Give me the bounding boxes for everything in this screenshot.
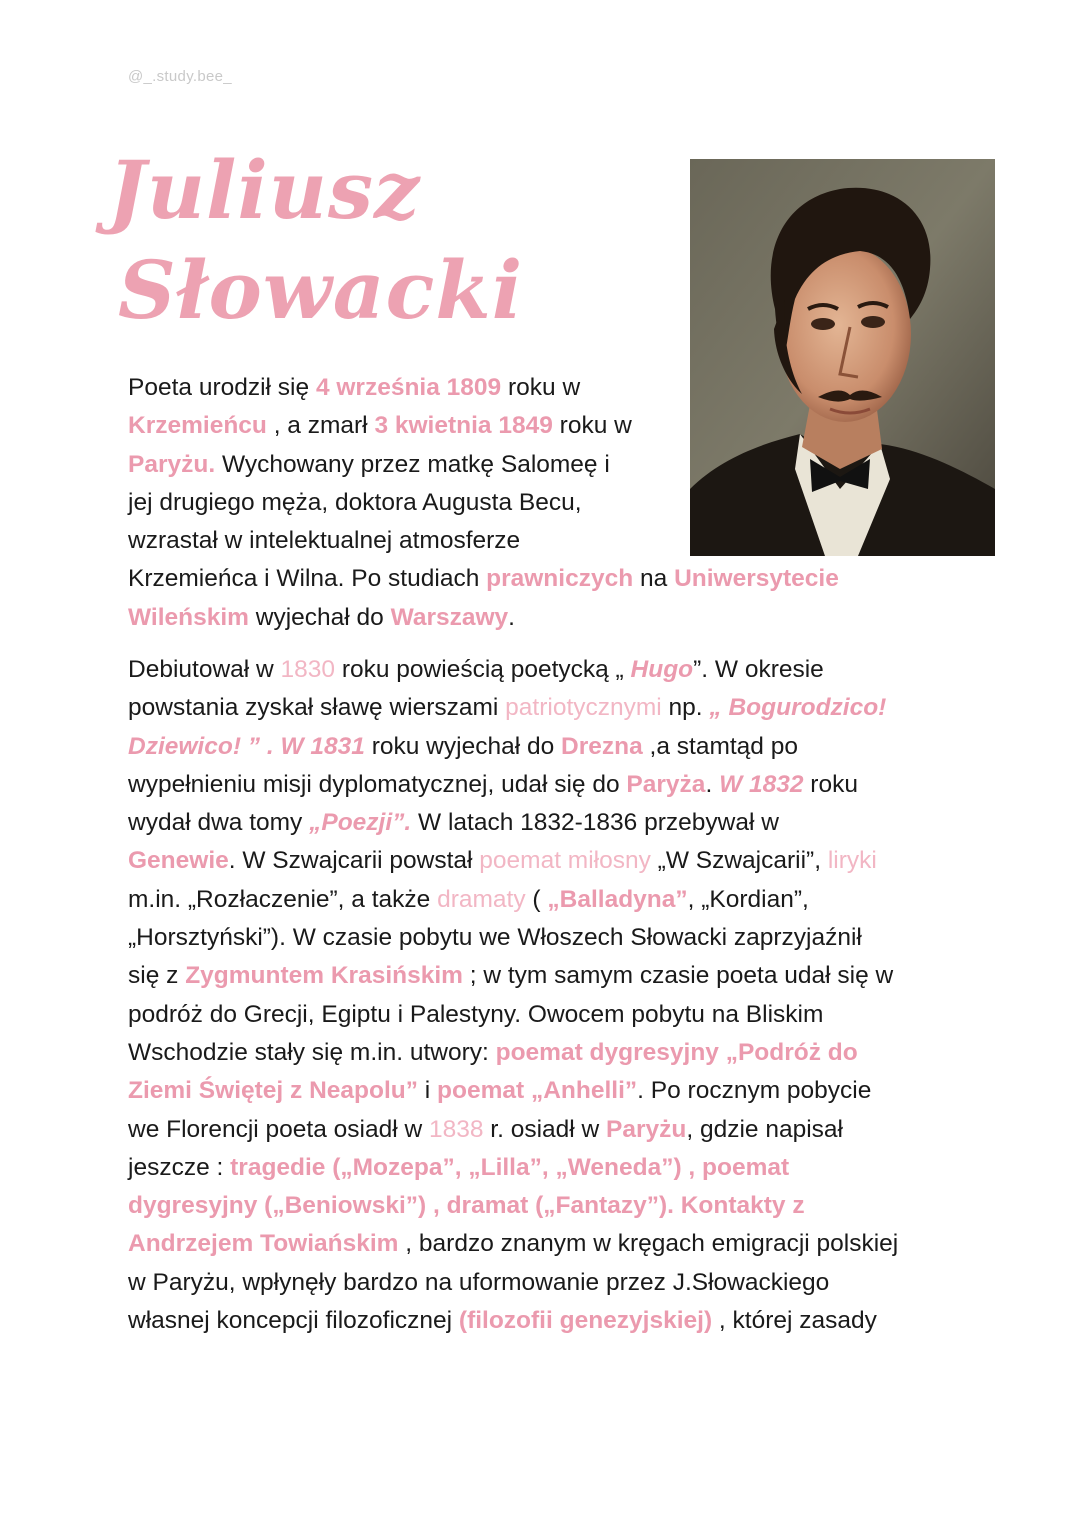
text-run: W latach 1832-1836 przebywał w [411, 809, 779, 837]
text-run: , bardzo znanym w kręgach emigracji polskiej [398, 1230, 899, 1258]
text-run: wypełnieniu misji dyplomatycznej, udał się do [128, 770, 627, 798]
text-run: ; w tym samym czasie poeta udał się w [462, 962, 894, 990]
biography-paragraph-2 [128, 651, 948, 1340]
text-line [128, 369, 948, 407]
text-run: podróż do Grecji, Egiptu i Palestyny. Owocem pobytu na Bliskim [128, 1000, 824, 1028]
highlighted-term: „ Bogurodzico! [709, 694, 887, 722]
text-line [128, 842, 948, 880]
text-run: powstania zyskał sławę wierszami [128, 694, 506, 722]
highlighted-term: Hugo [630, 656, 694, 683]
text-line [128, 1302, 948, 1340]
watermark: @_.study.bee_ [128, 68, 232, 85]
highlighted-term: Uniwersytecie [674, 565, 839, 593]
text-line [128, 766, 948, 804]
highlighted-term: 3 kwietnia 1849 [374, 412, 553, 440]
text-run: i [417, 1077, 438, 1105]
text-run: , „Kordian”, [687, 885, 809, 913]
highlighted-term: patriotycznymi [505, 694, 662, 722]
text-run: . W Szwajcarii powstał [228, 847, 480, 875]
text-run: jej drugiego męża, doktora Augusta Becu, [128, 488, 582, 516]
text-run: w Paryżu, wpłynęły bardzo na uformowanie przez J.Słowackiego [128, 1268, 830, 1296]
text-line [128, 522, 948, 560]
text-run: roku w [552, 412, 632, 440]
text-run: „W Szwajcarii”, [650, 847, 828, 875]
highlighted-term: Wileńskim [128, 603, 249, 631]
text-run: roku powieścią poetycką „ [335, 656, 631, 683]
text-run: Krzemieńca i Wilna. Po studiach [128, 565, 487, 593]
text-run: , gdzie napisał [686, 1115, 844, 1143]
highlighted-term: Genewie [128, 847, 229, 875]
text-line [128, 1187, 948, 1225]
page-title-last-name: Słowacki [118, 243, 524, 337]
text-line [128, 1225, 948, 1263]
text-run: , której zasady [712, 1307, 877, 1335]
text-run: . [508, 603, 515, 631]
text-run: „Horsztyński”). W czasie pobytu we Włoszech Słowacki zaprzyjaźnił [128, 924, 862, 952]
text-run: np. [661, 694, 710, 722]
text-line [128, 728, 948, 766]
biography-paragraph-1 [128, 369, 948, 637]
text-run: wzrastał w intelektualnej atmosferze [128, 527, 521, 555]
text-line [128, 689, 948, 727]
highlighted-term: Paryżu. [128, 450, 216, 478]
text-run: r. osiadł w [483, 1115, 607, 1143]
text-run: roku wyjechał do [364, 732, 562, 760]
text-line [128, 804, 948, 842]
highlighted-term: Paryża [626, 770, 706, 798]
highlighted-term: Zygmuntem Krasińskim [185, 962, 463, 990]
highlighted-term: Paryżu [606, 1115, 687, 1143]
highlighted-term: poemat dygresyjny „Podróż do [495, 1038, 858, 1066]
text-run: . [705, 770, 720, 798]
highlighted-term: 1838 [428, 1115, 484, 1143]
highlighted-term: dramaty [437, 885, 526, 913]
highlighted-term: poemat „Anhelli” [437, 1077, 638, 1105]
highlighted-term: 1830 [280, 656, 336, 683]
text-run: się z [128, 962, 186, 990]
highlighted-term: „Balladyna” [547, 885, 688, 913]
text-line [128, 560, 948, 598]
text-line [128, 651, 948, 689]
text-run: ( [525, 885, 548, 913]
highlighted-term: tragedie („Mozepa”, „Lilla”, „Weneda”) , poemat [230, 1153, 790, 1181]
highlighted-term: Krzemieńcu [128, 412, 267, 440]
text-run: wyjechał do [248, 603, 391, 631]
text-run: Poeta urodził się [128, 374, 316, 401]
highlighted-term: prawniczych [486, 565, 634, 593]
text-line [128, 919, 948, 957]
text-line [128, 957, 948, 995]
text-run: Wschodzie stały się m.in. utwory: [128, 1038, 496, 1066]
highlighted-term: „Poezji”. [309, 809, 412, 837]
text-run: , a zmarł [266, 412, 375, 440]
text-run: ,a stamtąd po [642, 732, 798, 760]
text-run: na [633, 565, 675, 593]
highlighted-term: W 1832 [719, 770, 804, 798]
text-run: wydał dwa tomy [128, 809, 310, 837]
text-run: roku w [501, 374, 581, 401]
highlighted-term: (filozofii genezyjskiej) [458, 1307, 713, 1335]
text-run: własnej koncepcji filozoficznej [128, 1307, 459, 1335]
text-run: roku [803, 770, 858, 798]
page-title-first-name: Juliusz [108, 143, 421, 237]
text-line [128, 484, 948, 522]
text-line [128, 1111, 948, 1149]
highlighted-term: dygresyjny („Beniowski”) , dramat („Fantazy”). Kontakty z [128, 1192, 805, 1220]
highlighted-term: liryki [827, 847, 877, 875]
text-run: . Po rocznym pobycie [637, 1077, 872, 1105]
highlighted-term: Warszawy [390, 603, 509, 631]
highlighted-term: Dziewico! ” . W 1831 [128, 732, 365, 760]
text-run: m.in. „Rozłaczenie”, a także [128, 885, 438, 913]
text-line [128, 599, 948, 637]
highlighted-term: Drezna [561, 732, 643, 760]
text-line [128, 407, 948, 445]
text-run: ”. W okresie [693, 656, 824, 683]
text-line [128, 996, 948, 1034]
highlighted-term: poemat miłosny [479, 847, 651, 875]
highlighted-term: 4 września 1809 [315, 374, 502, 401]
highlighted-term: Ziemi Świętej z Neapolu” [128, 1077, 418, 1105]
text-run: jeszcze : [128, 1153, 231, 1181]
text-line [128, 1034, 948, 1072]
text-line [128, 881, 948, 919]
text-line [128, 1149, 948, 1187]
text-run: Wychowany przez matkę Salomeę i [215, 450, 610, 478]
text-line [128, 446, 948, 484]
text-run: we Florencji poeta osiadł w [128, 1115, 429, 1143]
text-line [128, 1072, 948, 1110]
highlighted-term: Andrzejem Towiańskim [128, 1230, 399, 1258]
text-run: Debiutował w [128, 656, 281, 683]
text-line [128, 1264, 948, 1302]
